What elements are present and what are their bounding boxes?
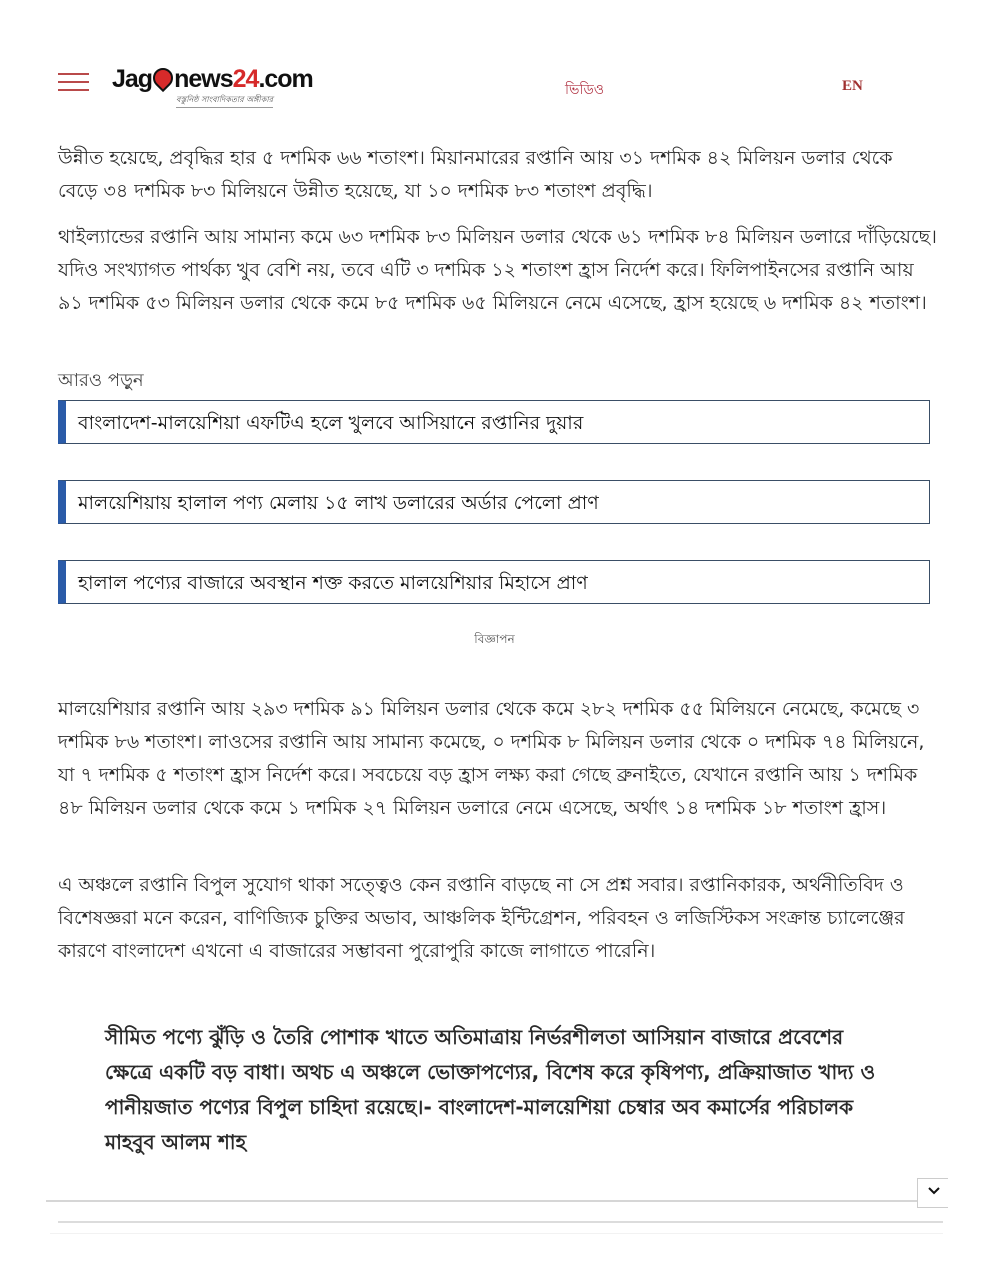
divider	[50, 1233, 943, 1234]
paragraph-text: উন্নীত হয়েছে, প্রবৃদ্ধির হার ৫ দশমিক ৬৬ শতাংশ। মিয়ানমারের রপ্তানি আয় ৩১ দশমিক ৪২ মিলিয়ন ডলার থেকে বেড়ে ৩৪ দশমিক ৮৩ মিলিয়নে উন্নীত হয়েছে, যা ১০ দশমিক ৮৩ শতাংশ প্রবৃদ্ধি।	[58, 147, 893, 202]
site-logo[interactable]	[112, 64, 313, 110]
article-paragraph-2	[58, 221, 938, 320]
also-read-label: আরও পড়ুন	[58, 370, 144, 391]
divider	[58, 1221, 943, 1223]
divider	[46, 1200, 918, 1202]
pull-quote: সীমিত পণ্যে ঝুঁড়ি ও তৈরি পোশাক খাতে অতিমাত্রায় নির্ভরশীলতা আসিয়ান বাজারে প্রবেশের ক্ষেত্রে একটি বড় বাধা। অথচ এ অঞ্চলে ভোক্তাপণ্যের, বিশেষ করে কৃষিপণ্য, প্রক্রিয়াজাত খাদ্য ও পানীয়জাত পণ্যের বিপুল চাহিদা রয়েছে।- বাংলাদেশ-মালয়েশিয়া চেম্বার অব কমার্সের পরিচালক মাহবুব আলম শাহ	[105, 1025, 876, 1154]
article-paragraph-4	[58, 869, 938, 968]
paragraph-text: মালয়েশিয়ার রপ্তানি আয় ২৯৩ দশমিক ৯১ মিলিয়ন ডলার থেকে কমে ২৮২ দশমিক ৫৫ মিলিয়নে নেমেছে, কমেছে ৩ দশমিক ৮৬ শতাংশ। লাওসের রপ্তানি আয় সামান্য কমেছে, ০ দশমিক ৮ মিলিয়ন ডলার থেকে ০ দশমিক ৭৪ মিলিয়নে, যা ৭ দশমিক ৫ শতাংশ হ্রাস নির্দেশ করে। সবচেয়ে বড় হ্রাস লক্ষ্য করা গেছে ব্রুনাইতে, যেখানে রপ্তানি আয় ১ দশমিক ৪৮ মিলিয়ন ডলার থেকে কমে ১ দশমিক ২৭ মিলিয়ন ডলারে নেমে এসেছে, অর্থাৎ ১৪ দশমিক ১৮ শতাংশ হ্রাস।	[58, 698, 925, 819]
paragraph-text: এ অঞ্চলে রপ্তানি বিপুল সুযোগ থাকা সত্ত্বেও কেন রপ্তানি বাড়ছে না সে প্রশ্ন সবার। রপ্তানিকারক, অর্থনীতিবিদ ও বিশেষজ্ঞরা মনে করেন, বাণিজ্যিক চুক্তির অভাব, আঞ্চলিক ইন্টিগ্রেশন, পরিবহন ও লজিস্টিকস সংক্রান্ত চ্যালেঞ্জের কারণে বাংলাদেশ এখনো এ বাজারের সম্ভাবনা পুরোপুরি কাজে লাগাতে পারেনি।	[58, 874, 905, 962]
site-header	[0, 0, 989, 128]
related-article-link[interactable]	[58, 480, 930, 524]
paragraph-text: থাইল্যান্ডের রপ্তানি আয় সামান্য কমে ৬৩ দশমিক ৮৩ মিলিয়ন ডলার থেকে ৬১ দশমিক ৮৪ মিলিয়ন ডলারে দাঁড়িয়েছে। যদিও সংখ্যাগত পার্থক্য খুব বেশি নয়, তবে এটি ৩ দশমিক ১২ শতাংশ হ্রাস নির্দেশ করে। ফিলিপাইনসের রপ্তানি আয় ৯১ দশমিক ৫৩ মিলিয়ন ডলার থেকে কমে ৮৫ দশমিক ৬৫ মিলিয়নে নেমে এসেছে, হ্রাস হয়েছে ৬ দশমিক ৪২ শতাংশ।	[58, 226, 937, 314]
expand-button[interactable]	[917, 1178, 948, 1208]
logo-tagline: বস্তুনিষ্ঠ সাংবাদিকতার অঙ্গীকার	[176, 94, 273, 108]
related-article-title: বাংলাদেশ-মালয়েশিয়া এফটিএ হলে খুলবে আসিয়ানে রপ্তানির দুয়ার	[78, 412, 584, 434]
language-toggle-en[interactable]: EN	[842, 78, 863, 94]
menu-icon[interactable]	[58, 73, 89, 91]
related-article-title: মালয়েশিয়ায় হালাল পণ্য মেলায় ১৫ লাখ ডলারের অর্ডার পেলো প্রাণ	[78, 492, 599, 514]
related-article-link[interactable]	[58, 400, 930, 444]
advertisement-label: বিজ্ঞাপন	[474, 632, 515, 646]
article-paragraph-1	[58, 142, 938, 208]
related-article-title: হালাল পণ্যের বাজারে অবস্থান শক্ত করতে মালয়েশিয়ার মিহাসে প্রাণ	[78, 572, 588, 594]
related-article-link[interactable]	[58, 560, 930, 604]
article-paragraph-3	[58, 693, 938, 825]
logo-pin-icon	[149, 64, 177, 92]
chevron-down-icon	[928, 1187, 940, 1195]
nav-video-link[interactable]: ভিডিও	[565, 82, 605, 98]
logo-wordmark: Jag news24.com	[112, 65, 313, 93]
